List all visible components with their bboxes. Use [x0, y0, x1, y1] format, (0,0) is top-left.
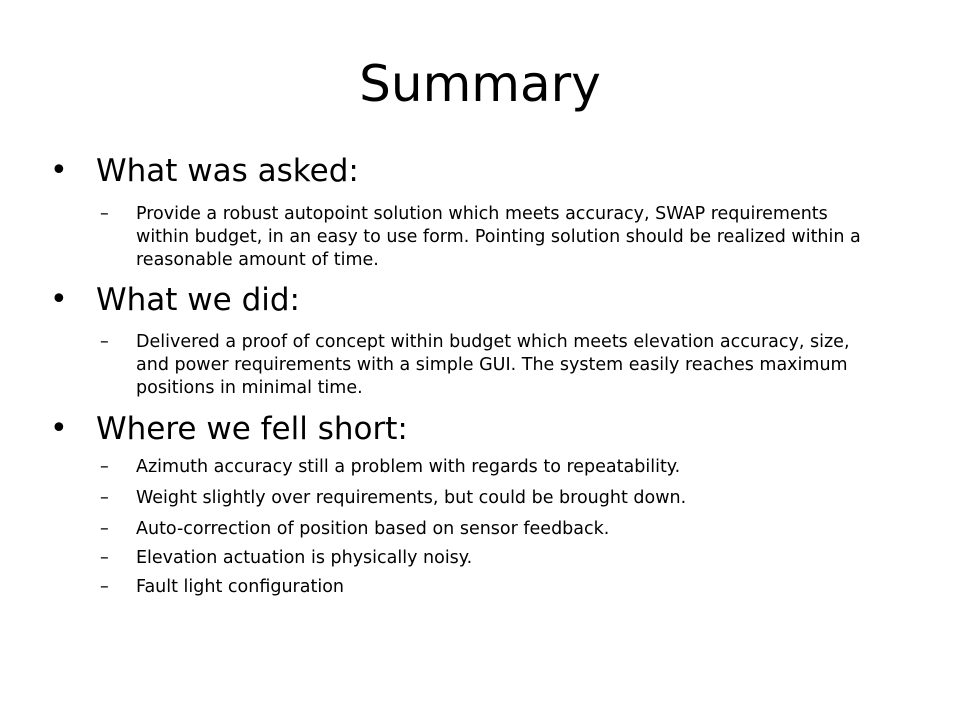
bullet-icon: • — [50, 282, 68, 317]
dash-icon: – — [100, 488, 109, 508]
bullet-icon: • — [50, 411, 68, 446]
section-heading-text: Where we fell short: — [96, 411, 408, 447]
section-heading-text: What was asked: — [96, 153, 359, 189]
section-heading-what-was-asked — [50, 152, 876, 190]
list-item-text: Fault light configuration — [136, 577, 344, 597]
list-item — [100, 547, 866, 570]
list-item-text: Weight slightly over requirements, but could be brought down. — [136, 488, 687, 508]
section-heading-text: What we did: — [96, 282, 300, 318]
dash-icon: – — [100, 519, 109, 539]
list-item — [100, 456, 866, 479]
slide-title: Summary — [359, 55, 601, 113]
section-heading-what-we-did — [50, 281, 876, 319]
list-item-text: Delivered a proof of concept within budget which meets elevation accuracy, size, and power requirements with a simple GUI. The system easily reaches maximum positions in minimal time. — [136, 332, 850, 398]
list-item-text: Azimuth accuracy still a problem with regards to repeatability. — [136, 457, 681, 477]
list-item-text: Auto-correction of position based on sensor feedback. — [136, 519, 610, 539]
list-item — [100, 576, 866, 599]
dash-icon: – — [100, 577, 109, 597]
dash-icon: – — [100, 204, 109, 224]
bullet-icon: • — [50, 153, 68, 188]
list-item-text: Provide a robust autopoint solution which meets accuracy, SWAP requirements within budget, in an easy to use form. Pointing solution should be realized within a reasonable amount of time. — [136, 204, 861, 270]
section-heading-where-we-fell-short — [50, 410, 876, 448]
dash-icon: – — [100, 332, 109, 352]
list-item — [100, 518, 866, 541]
dash-icon: – — [100, 548, 109, 568]
list-item — [100, 487, 866, 510]
list-item-text: Elevation actuation is physically noisy. — [136, 548, 473, 568]
dash-icon: – — [100, 457, 109, 477]
list-item — [100, 331, 866, 400]
list-item — [100, 203, 866, 272]
